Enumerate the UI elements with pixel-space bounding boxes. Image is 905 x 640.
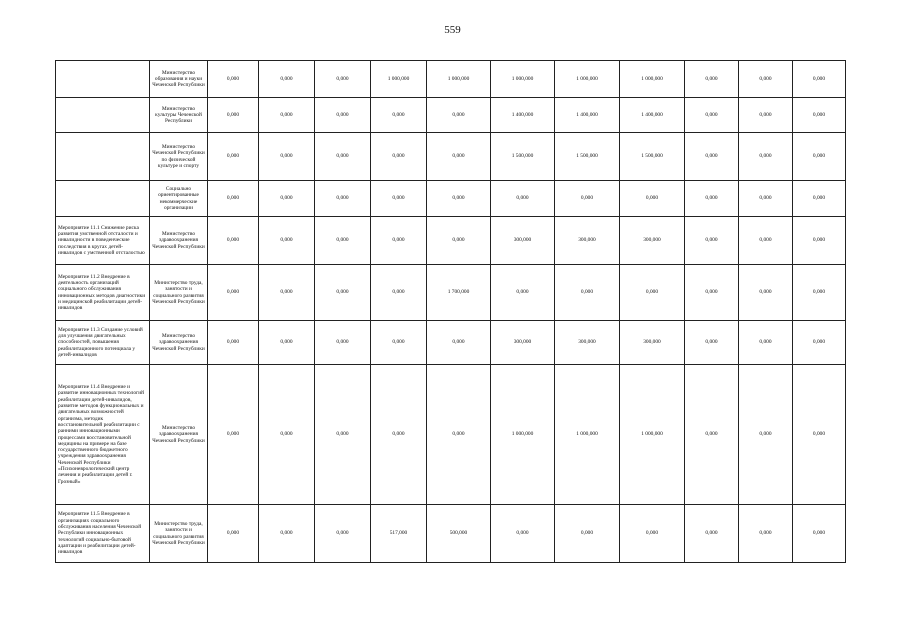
amount-cell: 0,000 [555, 265, 620, 321]
amount-cell: 0,000 [427, 98, 491, 133]
amount-cell: 0,000 [208, 98, 259, 133]
table-row [56, 265, 846, 321]
amount-cell: 1 500,000 [491, 133, 555, 181]
page-number: 559 [444, 24, 461, 36]
amount-cell: 0,000 [427, 133, 491, 181]
executor-cell: Министерство труда, занятости и социального развития Чеченской Республики [150, 505, 208, 563]
amount-cell: 0,000 [315, 321, 371, 365]
amount-cell: 0,000 [739, 321, 793, 365]
amount-cell: 0,000 [685, 321, 739, 365]
amount-cell: 0,000 [208, 265, 259, 321]
amount-cell: 0,000 [259, 133, 315, 181]
table-row [56, 181, 846, 217]
amount-cell: 1 000,000 [555, 61, 620, 98]
amount-cell: 0,000 [793, 265, 846, 321]
budget-table [55, 60, 846, 563]
amount-cell: 0,000 [259, 321, 315, 365]
executor-cell: Министерство образования и науки Чеченской Республики [150, 61, 208, 98]
amount-cell: 0,000 [739, 61, 793, 98]
amount-cell: 300,000 [620, 321, 685, 365]
amount-cell: 1 000,000 [371, 61, 427, 98]
amount-cell: 0,000 [259, 265, 315, 321]
activity-cell: Мероприятие 11.2 Внедрение в деятельность организаций социального обслуживания инновационных методов диагностики и медицинской реабилитации детей-инвалидов [56, 265, 150, 321]
amount-cell: 0,000 [315, 61, 371, 98]
table-body [56, 61, 846, 563]
amount-cell: 0,000 [793, 365, 846, 505]
executor-cell: Министерство здравоохранения Чеченской Республики [150, 321, 208, 365]
amount-cell: 1 400,000 [491, 98, 555, 133]
amount-cell: 0,000 [793, 321, 846, 365]
amount-cell: 1 000,000 [555, 365, 620, 505]
amount-cell: 0,000 [793, 181, 846, 217]
amount-cell: 0,000 [315, 365, 371, 505]
amount-cell: 0,000 [685, 181, 739, 217]
amount-cell: 0,000 [259, 217, 315, 265]
executor-cell: Министерство труда, занятости и социального развития Чеченской Республики [150, 265, 208, 321]
amount-cell: 0,000 [685, 505, 739, 563]
amount-cell: 0,000 [491, 181, 555, 217]
amount-cell: 0,000 [427, 365, 491, 505]
executor-cell: Социально ориентированные некоммерческие организации [150, 181, 208, 217]
activity-cell [56, 98, 150, 133]
amount-cell: 1 400,000 [555, 98, 620, 133]
amount-cell: 0,000 [315, 133, 371, 181]
table-row [56, 61, 846, 98]
amount-cell: 1 500,000 [555, 133, 620, 181]
amount-cell: 0,000 [491, 505, 555, 563]
amount-cell: 0,000 [685, 133, 739, 181]
activity-cell: Мероприятие 11.1 Снижение риска развития умственной отсталости и инвалидности в поведенческие последствия в кругах детей-инвалидов с умственной отсталостью [56, 217, 150, 265]
amount-cell: 0,000 [620, 181, 685, 217]
amount-cell: 500,000 [427, 505, 491, 563]
amount-cell: 0,000 [371, 217, 427, 265]
amount-cell: 517,000 [371, 505, 427, 563]
amount-cell: 0,000 [739, 365, 793, 505]
amount-cell: 0,000 [208, 505, 259, 563]
amount-cell: 0,000 [259, 505, 315, 563]
activity-cell: Мероприятие 11.5 Внедрение в организациях социального обслуживания населения Чеченской Республики инновационных технологий социально-бытовой адаптации и реабилитации детей-инвалидов [56, 505, 150, 563]
amount-cell: 0,000 [685, 98, 739, 133]
amount-cell: 0,000 [315, 98, 371, 133]
amount-cell: 0,000 [315, 217, 371, 265]
amount-cell: 0,000 [208, 321, 259, 365]
amount-cell: 0,000 [739, 98, 793, 133]
amount-cell: 0,000 [371, 133, 427, 181]
amount-cell: 0,000 [371, 98, 427, 133]
amount-cell: 0,000 [259, 98, 315, 133]
amount-cell: 300,000 [555, 321, 620, 365]
table-row [56, 133, 846, 181]
amount-cell: 0,000 [739, 265, 793, 321]
amount-cell: 0,000 [739, 181, 793, 217]
amount-cell: 0,000 [371, 321, 427, 365]
amount-cell: 0,000 [427, 321, 491, 365]
amount-cell: 0,000 [315, 265, 371, 321]
amount-cell: 1 000,000 [491, 365, 555, 505]
executor-cell: Министерство здравоохранения Чеченской Республики [150, 217, 208, 265]
amount-cell: 300,000 [491, 321, 555, 365]
amount-cell: 0,000 [739, 133, 793, 181]
amount-cell: 0,000 [555, 181, 620, 217]
amount-cell: 0,000 [685, 365, 739, 505]
activity-cell: Мероприятие 11.3 Создание условий для улучшения двигательных способностей, повышения реабилитационного потенциала у детей-инвалидов [56, 321, 150, 365]
table-row [56, 217, 846, 265]
amount-cell: 300,000 [620, 217, 685, 265]
amount-cell: 0,000 [793, 133, 846, 181]
amount-cell: 0,000 [685, 61, 739, 98]
amount-cell: 0,000 [491, 265, 555, 321]
table-row [56, 365, 846, 505]
amount-cell: 0,000 [793, 217, 846, 265]
amount-cell: 0,000 [620, 265, 685, 321]
amount-cell: 0,000 [555, 505, 620, 563]
executor-cell: Министерство здравоохранения Чеченской Республики [150, 365, 208, 505]
amount-cell: 1 400,000 [620, 98, 685, 133]
amount-cell: 0,000 [739, 217, 793, 265]
amount-cell: 300,000 [491, 217, 555, 265]
amount-cell: 0,000 [793, 98, 846, 133]
amount-cell: 0,000 [208, 181, 259, 217]
amount-cell: 0,000 [427, 181, 491, 217]
amount-cell: 0,000 [259, 61, 315, 98]
executor-cell: Министерство Чеченской Республики по физической культуре и спорту [150, 133, 208, 181]
amount-cell: 0,000 [685, 265, 739, 321]
amount-cell: 0,000 [259, 365, 315, 505]
amount-cell: 0,000 [315, 181, 371, 217]
table-row [56, 321, 846, 365]
amount-cell: 1 000,000 [620, 365, 685, 505]
table-row [56, 98, 846, 133]
activity-cell [56, 181, 150, 217]
amount-cell: 1 000,000 [620, 61, 685, 98]
amount-cell: 0,000 [208, 133, 259, 181]
activity-cell [56, 61, 150, 98]
amount-cell: 0,000 [371, 181, 427, 217]
amount-cell: 0,000 [793, 505, 846, 563]
amount-cell: 1 000,000 [427, 61, 491, 98]
activity-cell [56, 133, 150, 181]
amount-cell: 1 000,000 [491, 61, 555, 98]
amount-cell: 1 500,000 [620, 133, 685, 181]
amount-cell: 0,000 [315, 505, 371, 563]
amount-cell: 0,000 [620, 505, 685, 563]
amount-cell: 0,000 [208, 217, 259, 265]
executor-cell: Министерство культуры Чеченской Республики [150, 98, 208, 133]
table-row [56, 505, 846, 563]
activity-cell: Мероприятие 11.4 Внедрение и развитие инновационных технологий реабилитации детей-инвалидов, развитие методов функциональных и двигательных возможностей организма, методик восстановительной реабилитации с ранними инновационными процессами восстановительной медицины на примере на базе государственного бюджетного учреждения здравоохранения Чеченской Республики «Психоневрологический центр лечения и реабилитации детей г. Грозный» [56, 365, 150, 505]
amount-cell: 0,000 [208, 365, 259, 505]
amount-cell: 0,000 [371, 365, 427, 505]
amount-cell: 0,000 [427, 217, 491, 265]
amount-cell: 300,000 [555, 217, 620, 265]
amount-cell: 0,000 [793, 61, 846, 98]
amount-cell: 0,000 [371, 265, 427, 321]
amount-cell: 0,000 [685, 217, 739, 265]
amount-cell: 0,000 [259, 181, 315, 217]
amount-cell: 0,000 [739, 505, 793, 563]
amount-cell: 0,000 [208, 61, 259, 98]
amount-cell: 1 700,000 [427, 265, 491, 321]
